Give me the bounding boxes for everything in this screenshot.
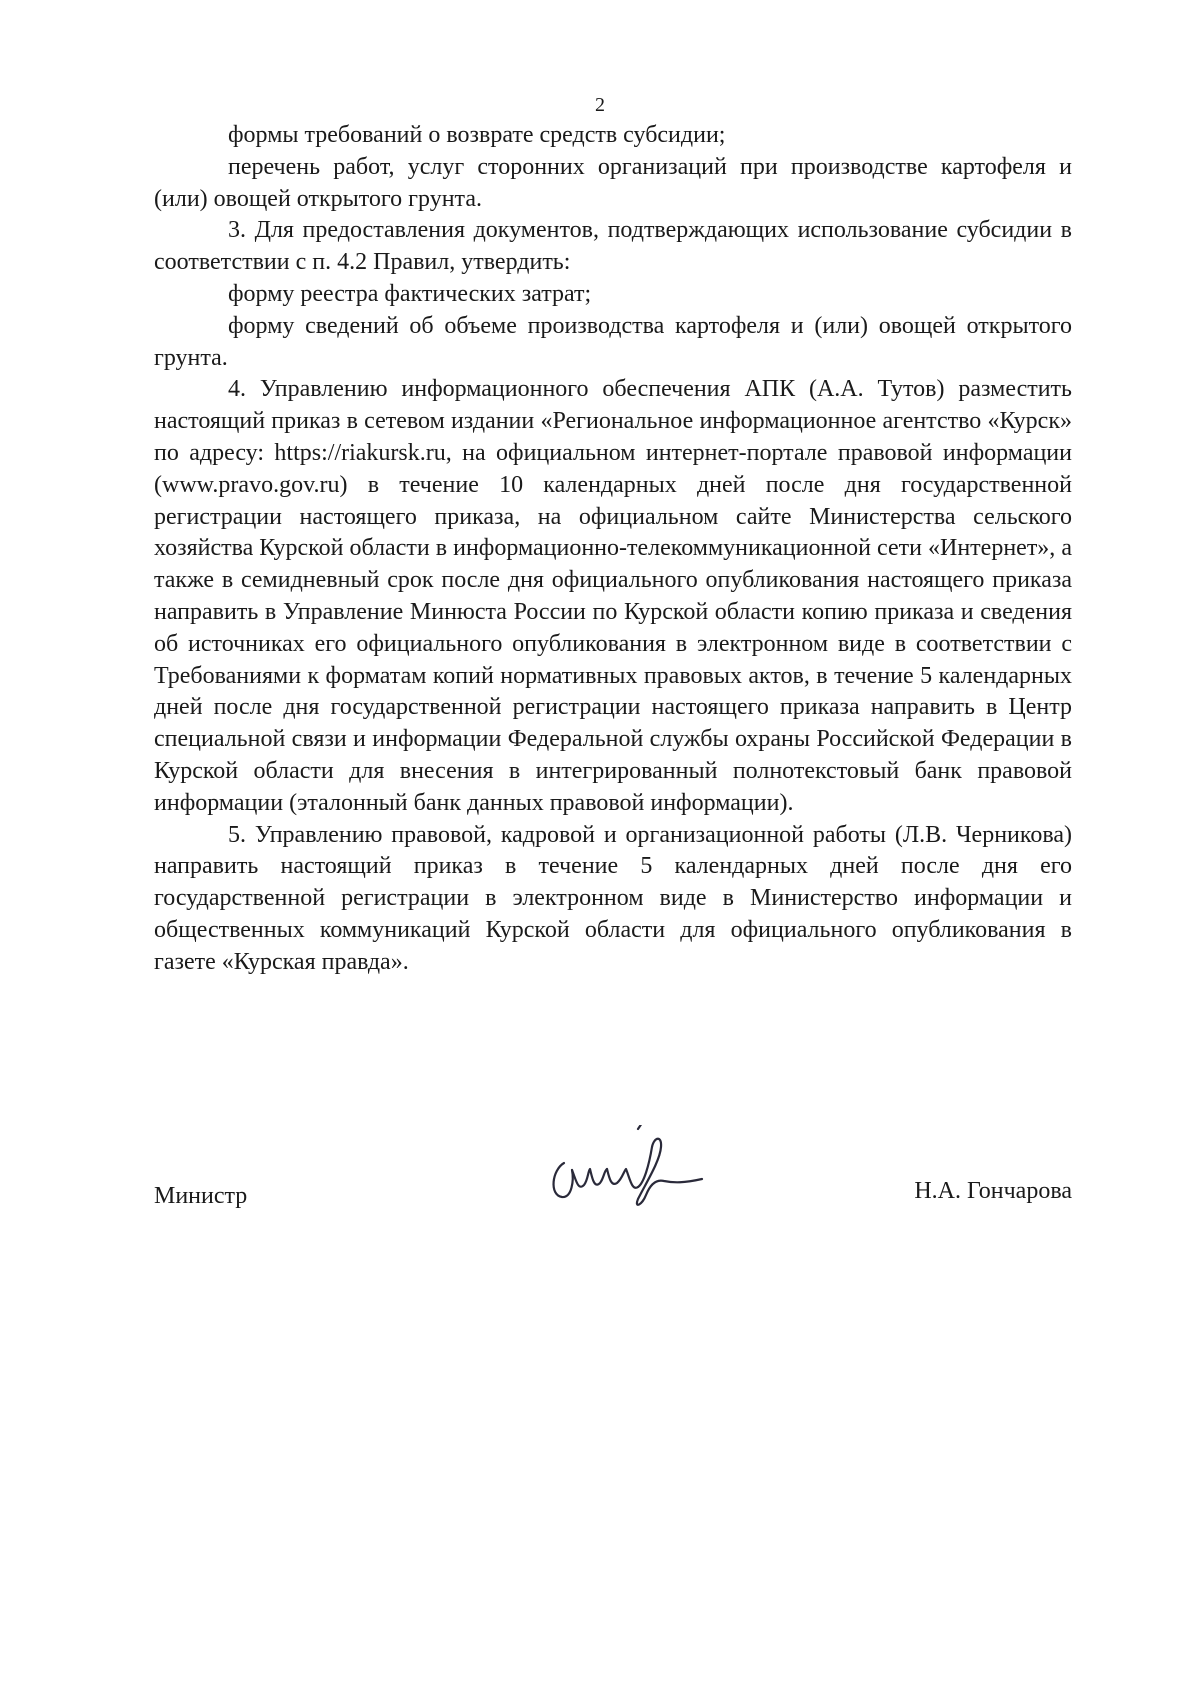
signer-title: Министр: [154, 1183, 248, 1209]
paragraph-cost-registry: форму реестра фактических затрат;: [228, 280, 592, 307]
paragraph-item-3: 3. Для предоставления документов, подтверждающих использование субсидии в соответствии с п. 4.2 Правил, утвердить:: [154, 217, 1072, 276]
paragraph-production-info: форму сведений об объеме производства картофеля и (или) овощей открытого грунта.: [154, 312, 1072, 371]
signer-name: Н.А. Гончарова: [914, 1178, 1072, 1204]
document-body: [154, 120, 1072, 979]
paragraph-item-4: 4. Управлению информационного обеспечения АПК (А.А. Тутов) разместить настоящий приказ в сетевом издании «Региональное информационное агентство «Курск» по адресу: https://riakursk.ru, на официальном интернет-портале правовой информации (www.pravo.gov.ru) в течение 10 календарных дней после дня государственной регистрации настоящего приказа, на официальном сайте Министерства сельского хозяйства Курской области в информационно-телекоммуникационной сети «Интернет», а также в семидневный срок после дня официального опубликования настоящего приказа направить в Управление Минюста России по Курской области копию приказа и сведения об источниках его официального опубликования в электронном виде в соответствии с Требованиями к форматам копий нормативных правовых актов, в течение 5 календарных дней после дня государственной регистрации настоящего приказа направить в Центр специальной связи и информации Федеральной службы охраны Российской Федерации в Курской области для внесения в интегрированный полнотекстовый банк правовой информации (эталонный банк данных правовой информации).: [154, 376, 1072, 816]
signature-block: [154, 1160, 1072, 1260]
paragraph-works-list: перечень работ, услуг сторонних организаций при производстве картофеля и (или) овощей открытого грунта.: [154, 153, 1072, 212]
paragraph-return-requirements: формы требований о возврате средств субсидии;: [228, 122, 726, 148]
paragraph-item-5: 5. Управлению правовой, кадровой и организационной работы (Л.В. Черникова) направить настоящий приказ в течение 5 календарных дней после дня его государственной регистрации в электронном виде в Министерство информации и общественных коммуникаций Курской области для официального опубликования в газете «Курская правда».: [154, 821, 1072, 975]
page-number: 2: [595, 94, 605, 116]
handwritten-signature: [534, 1125, 709, 1215]
